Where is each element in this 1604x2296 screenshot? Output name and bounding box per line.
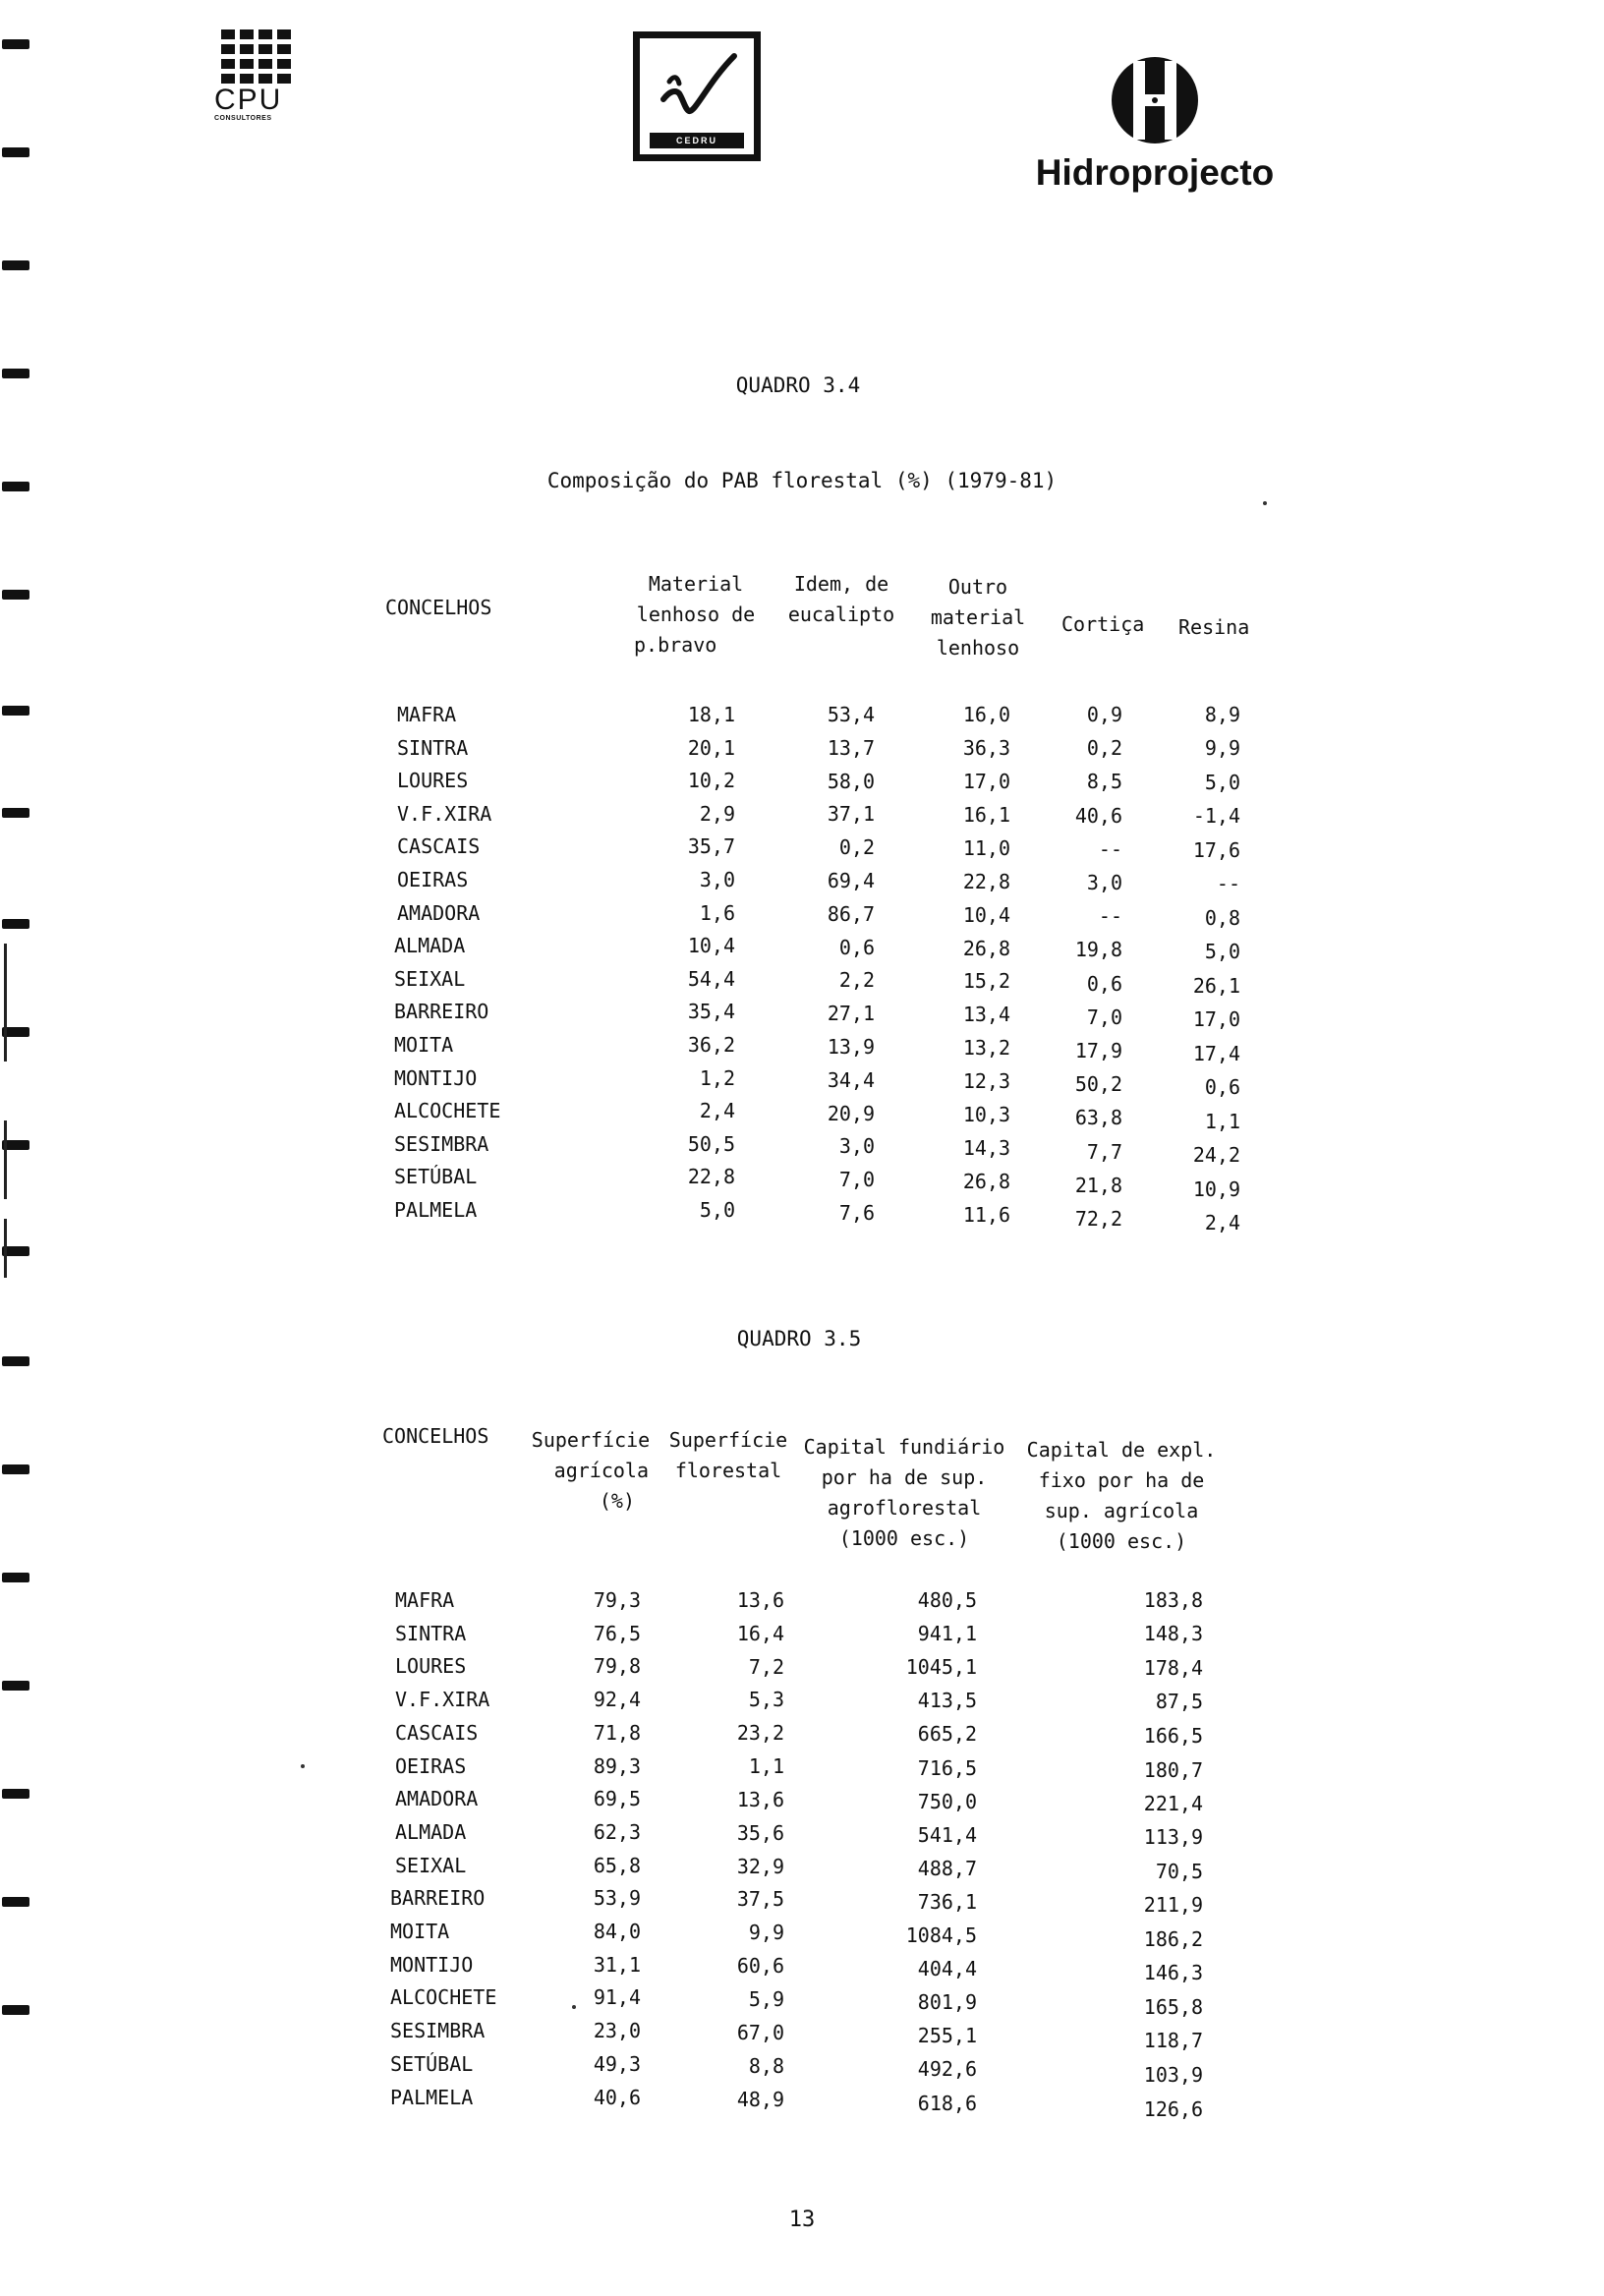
table-cell: 10,4 — [962, 902, 1010, 927]
table-cell: 22,8 — [687, 1165, 735, 1189]
table-cell: 35,7 — [687, 834, 735, 859]
header-line: Outro — [947, 575, 1008, 599]
header-line: sup. agrícola — [1044, 1499, 1199, 1522]
cedru-logo — [633, 31, 761, 161]
table-cell: 31,1 — [593, 1952, 641, 1977]
table-cell: 166,5 — [1143, 1723, 1203, 1748]
table1-header-resina: Resina — [1178, 615, 1250, 639]
table-cell: 0,6 — [838, 935, 875, 959]
table-cell: 0,6 — [1204, 1075, 1240, 1100]
row-label: MAFRA — [395, 1588, 455, 1612]
table-row — [0, 733, 1604, 763]
table-cell: 492,6 — [917, 2057, 977, 2082]
table-cell: 665,2 — [917, 1722, 977, 1747]
table-cell: 13,7 — [827, 735, 875, 760]
table-cell: 10,9 — [1192, 1177, 1240, 1201]
table-cell: 53,4 — [827, 703, 875, 726]
table-cell: 8,8 — [748, 2053, 784, 2078]
table-cell: 37,1 — [827, 802, 875, 827]
table-cell: 11,6 — [962, 1203, 1010, 1227]
table-cell: 113,9 — [1143, 1825, 1203, 1850]
table-cell: 221,4 — [1143, 1791, 1203, 1815]
cedru-logo-label: CEDRU — [650, 133, 744, 148]
row-label: MAFRA — [397, 703, 457, 726]
table-row — [0, 898, 1604, 928]
table-cell: 0,8 — [1204, 905, 1240, 930]
table-row — [0, 1651, 1604, 1681]
row-label: SETÚBAL — [394, 1165, 478, 1189]
table-cell: 211,9 — [1143, 1893, 1203, 1918]
row-label: PALMELA — [390, 2085, 474, 2109]
table1-header-pbravo — [607, 569, 784, 660]
table-cell: 2,4 — [699, 1099, 735, 1123]
header-line: lenhoso — [936, 636, 1020, 660]
header-line: material — [930, 605, 1026, 629]
table-cell: -- — [1216, 872, 1240, 896]
table-cell: 183,8 — [1143, 1588, 1203, 1612]
table-row — [0, 1917, 1604, 1951]
table2-header-concelhos: CONCELHOS — [382, 1424, 489, 1448]
row-label: LOURES — [395, 1654, 467, 1679]
table-cell: 9,9 — [748, 1921, 784, 1945]
table-cell: 3,0 — [1086, 871, 1122, 894]
header-line: agrícola — [553, 1459, 649, 1482]
row-label: BARREIRO — [394, 1000, 489, 1024]
table-cell: 23,2 — [736, 1721, 784, 1746]
row-label: LOURES — [397, 769, 469, 793]
table-cell: 7,7 — [1086, 1139, 1122, 1164]
speck — [301, 1764, 305, 1768]
table-row — [0, 1751, 1604, 1781]
table-cell: 541,4 — [917, 1822, 977, 1847]
table-cell: 89,3 — [593, 1753, 641, 1778]
binder-mark — [2, 1356, 29, 1366]
table-cell: 0,2 — [1086, 736, 1122, 761]
row-label: BARREIRO — [390, 1886, 486, 1911]
table2-header-sup-agricola — [527, 1425, 655, 1517]
table1-header-concelhos: CONCELHOS — [385, 596, 492, 619]
row-label: MOITA — [390, 1920, 450, 1943]
row-label: ALCOCHETE — [394, 1099, 501, 1123]
table-cell: 10,4 — [687, 934, 735, 958]
table-cell: 17,4 — [1192, 1041, 1240, 1065]
table-cell: 20,1 — [687, 735, 735, 760]
table-cell: 118,7 — [1143, 2029, 1203, 2053]
table-cell: 180,7 — [1143, 1757, 1203, 1782]
table-row — [0, 1883, 1604, 1918]
table-row — [0, 799, 1604, 829]
table-cell: 941,1 — [917, 1622, 977, 1646]
table2-title: QUADRO 3.5 — [736, 1327, 862, 1350]
table-cell: 72,2 — [1074, 1207, 1122, 1231]
binder-mark — [2, 147, 29, 157]
table-cell: 21,8 — [1074, 1173, 1122, 1197]
row-label: CASCAIS — [395, 1720, 479, 1745]
table-cell: 186,2 — [1143, 1927, 1203, 1951]
speck — [572, 2005, 576, 2009]
table-cell: 13,9 — [827, 1035, 875, 1059]
table-cell: 1084,5 — [905, 1923, 977, 1947]
table-cell: 24,2 — [1192, 1143, 1240, 1168]
header-line: (1000 esc.) — [838, 1526, 970, 1550]
table-cell: 40,6 — [593, 2085, 641, 2109]
table-cell: 103,9 — [1143, 2062, 1203, 2087]
row-label: ALMADA — [394, 934, 466, 958]
table-cell: 1,1 — [748, 1754, 784, 1779]
table2-header-capital-fundiario — [801, 1432, 1007, 1554]
table-row — [0, 865, 1604, 894]
table-row — [0, 2049, 1604, 2087]
speck — [1263, 501, 1267, 505]
header-line: por ha de sup. — [821, 1465, 988, 1489]
table-cell: 1,2 — [699, 1065, 735, 1090]
header-line: (1000 esc.) — [1056, 1529, 1187, 1553]
table-cell: 15,2 — [962, 969, 1010, 994]
table-row — [0, 1129, 1604, 1168]
table-cell: 5,0 — [699, 1198, 735, 1222]
table-cell: -- — [1098, 904, 1122, 929]
table-cell: 20,9 — [827, 1101, 875, 1125]
table-cell: 17,0 — [1192, 1007, 1240, 1032]
table-cell: 49,3 — [593, 2051, 641, 2076]
table1-header-outro — [914, 572, 1042, 663]
table-cell: 0,2 — [838, 835, 875, 860]
hidroprojecto-logo — [1022, 51, 1288, 193]
table-cell: 0,6 — [1086, 971, 1122, 996]
row-label: OEIRAS — [397, 868, 469, 891]
table-cell: 40,6 — [1074, 803, 1122, 828]
table1-subtitle: Composição do PAB florestal (%) (1979-81) — [546, 469, 1058, 492]
table-cell: 26,8 — [962, 936, 1010, 960]
table-cell: 165,8 — [1143, 1994, 1203, 2019]
table-cell: 84,0 — [593, 1920, 641, 1943]
binder-mark — [4, 1219, 7, 1278]
table-cell: 79,3 — [593, 1588, 641, 1612]
table-cell: 11,0 — [962, 835, 1010, 860]
table-cell: 5,3 — [748, 1688, 784, 1712]
table-cell: 5,0 — [1204, 940, 1240, 964]
table-cell: 8,9 — [1204, 703, 1240, 726]
table-cell: 5,0 — [1204, 770, 1240, 794]
row-label: MONTIJO — [394, 1065, 478, 1090]
table-cell: 12,3 — [962, 1069, 1010, 1094]
table-cell: 86,7 — [827, 901, 875, 926]
header-line: p.bravo — [634, 633, 717, 657]
binder-mark — [2, 260, 29, 270]
table-cell: 36,3 — [962, 735, 1010, 760]
hidroprojecto-emblem-icon — [1106, 51, 1204, 149]
cpu-logo-text: CPU — [214, 84, 283, 116]
table-cell: 53,9 — [593, 1886, 641, 1911]
table-cell: 13,6 — [736, 1588, 784, 1612]
table-cell: 178,4 — [1143, 1655, 1203, 1680]
cpu-grid-icon — [221, 29, 303, 84]
row-label: MOITA — [394, 1033, 454, 1057]
table-cell: 126,6 — [1143, 2096, 1203, 2121]
table-cell: 69,5 — [593, 1787, 641, 1811]
table-row — [0, 1950, 1604, 1985]
table-cell: 404,4 — [917, 1957, 977, 1981]
table-cell: 71,8 — [593, 1720, 641, 1745]
table-cell: 2,4 — [1204, 1211, 1240, 1234]
table-row — [0, 1718, 1604, 1748]
table-cell: 736,1 — [917, 1889, 977, 1914]
table-row — [0, 1982, 1604, 2019]
table-cell: 54,4 — [687, 966, 735, 991]
table-cell: 1045,1 — [905, 1655, 977, 1680]
table-cell: -- — [1098, 836, 1122, 861]
table-cell: 92,4 — [593, 1688, 641, 1712]
table-cell: 7,6 — [838, 1201, 875, 1225]
row-label: SESIMBRA — [390, 2019, 486, 2043]
table-cell: 7,0 — [1086, 1004, 1122, 1029]
table-cell: 7,0 — [838, 1168, 875, 1192]
table-cell: 26,1 — [1192, 973, 1240, 998]
table-row — [0, 1096, 1604, 1133]
table-cell: 1,6 — [699, 900, 735, 925]
table-cell: 17,6 — [1192, 837, 1240, 862]
table-cell: 13,6 — [736, 1787, 784, 1811]
header-line: Idem, de — [793, 572, 889, 596]
table-cell: 87,5 — [1155, 1690, 1203, 1714]
row-label: SEIXAL — [395, 1853, 467, 1877]
table-cell: 618,6 — [917, 2091, 977, 2115]
table-row — [0, 832, 1604, 861]
table-row — [0, 1063, 1604, 1100]
table1-title: QUADRO 3.4 — [735, 373, 861, 397]
header-line: Material — [648, 572, 744, 596]
table-cell: 65,8 — [593, 1853, 641, 1877]
header-line: eucalipto — [787, 603, 895, 626]
table-cell: 32,9 — [736, 1854, 784, 1878]
table-cell: 488,7 — [917, 1856, 977, 1880]
table-cell: 0,9 — [1086, 703, 1122, 726]
row-label: AMADORA — [395, 1787, 479, 1811]
table-row — [0, 1851, 1604, 1883]
header-line: agroflorestal — [827, 1496, 982, 1520]
table-cell: 35,6 — [736, 1820, 784, 1845]
checkmark-icon — [640, 42, 754, 131]
table-row — [0, 1195, 1604, 1234]
header-line: florestal — [674, 1459, 782, 1482]
table-cell: 17,0 — [962, 769, 1010, 793]
header-line: lenhoso de — [636, 603, 756, 626]
table-cell: 19,8 — [1074, 938, 1122, 962]
table-cell: 5,9 — [748, 1986, 784, 2011]
header-line: (%) — [599, 1489, 635, 1513]
table-cell: 76,5 — [593, 1621, 641, 1645]
table-cell: 50,2 — [1074, 1072, 1122, 1097]
row-label: SEIXAL — [394, 966, 466, 991]
row-label: ALMADA — [395, 1819, 467, 1844]
table-cell: 13,4 — [962, 1003, 1010, 1027]
table-cell: 8,5 — [1086, 770, 1122, 794]
table-cell: 63,8 — [1074, 1106, 1122, 1130]
table-row — [0, 964, 1604, 998]
table-cell: 413,5 — [917, 1689, 977, 1713]
table-row — [0, 1030, 1604, 1065]
binder-mark — [2, 590, 29, 600]
table-cell: 91,4 — [593, 1985, 641, 2010]
hidroprojecto-logo-text: Hidroprojecto — [1035, 152, 1275, 193]
table-row — [0, 2083, 1604, 2121]
table-cell: 23,0 — [593, 2019, 641, 2043]
table-row — [0, 931, 1604, 964]
table-cell: 69,4 — [827, 869, 875, 892]
row-label: V.F.XIRA — [395, 1688, 490, 1712]
table-row — [0, 1619, 1604, 1648]
table-cell: 48,9 — [736, 2087, 784, 2111]
row-label: V.F.XIRA — [397, 801, 492, 826]
table-cell: 34,4 — [827, 1067, 875, 1092]
table-cell: 26,8 — [962, 1170, 1010, 1194]
table-cell: 16,0 — [962, 703, 1010, 726]
table-cell: 16,4 — [736, 1621, 784, 1645]
header-line: fixo por ha de — [1038, 1468, 1205, 1492]
row-label: SINTRA — [395, 1621, 467, 1645]
row-label: ALCOCHETE — [390, 1985, 497, 2010]
binder-mark — [2, 1464, 29, 1474]
table-cell: 79,8 — [593, 1654, 641, 1679]
table-cell: 1,1 — [1204, 1109, 1240, 1133]
cpu-logo-subtext: CONSULTORES — [214, 115, 272, 122]
header-line: Superfície — [531, 1428, 651, 1452]
table-cell: 3,0 — [838, 1134, 875, 1159]
table-row — [0, 2016, 1604, 2053]
table-row — [0, 1162, 1604, 1201]
row-label: CASCAIS — [397, 834, 481, 859]
table-row — [0, 997, 1604, 1032]
table-cell: 50,5 — [687, 1131, 735, 1156]
table-cell: 480,5 — [917, 1588, 977, 1612]
row-label: AMADORA — [397, 900, 481, 925]
table-cell: 35,4 — [687, 1000, 735, 1024]
table-cell: 2,2 — [838, 968, 875, 993]
table-row — [0, 766, 1604, 795]
table-cell: -1,4 — [1192, 804, 1240, 829]
table-cell: 10,3 — [962, 1103, 1010, 1127]
binder-mark — [2, 39, 29, 49]
table-cell: 70,5 — [1155, 1859, 1203, 1883]
table-cell: 17,9 — [1074, 1039, 1122, 1062]
table-cell: 67,0 — [736, 2020, 784, 2044]
table-cell: 801,9 — [917, 1990, 977, 2015]
table-cell: 7,2 — [748, 1654, 784, 1679]
table-cell: 62,3 — [593, 1819, 641, 1844]
table-cell: 60,6 — [736, 1954, 784, 1979]
table-cell: 255,1 — [917, 2024, 977, 2048]
table-cell: 10,2 — [687, 769, 735, 793]
table-cell: 14,3 — [962, 1136, 1010, 1161]
header-line: Superfície — [668, 1428, 788, 1452]
table2-header-sup-florestal — [664, 1425, 792, 1486]
table-cell: 58,0 — [827, 769, 875, 793]
table-row — [0, 1817, 1604, 1850]
table-cell: 750,0 — [917, 1789, 977, 1813]
table-cell: 16,1 — [962, 802, 1010, 827]
row-label: MONTIJO — [390, 1952, 474, 1977]
row-label: PALMELA — [394, 1198, 478, 1222]
table-cell: 148,3 — [1143, 1622, 1203, 1646]
row-label: SINTRA — [397, 735, 469, 760]
header-line: Capital de expl. — [1026, 1438, 1217, 1462]
row-label: SETÚBAL — [390, 2051, 474, 2076]
table-cell: 27,1 — [827, 1002, 875, 1026]
table-row — [0, 1585, 1604, 1615]
table-cell: 13,2 — [962, 1036, 1010, 1061]
header-line: Capital fundiário — [803, 1435, 1005, 1459]
table-cell: 18,1 — [687, 703, 735, 726]
table-row — [0, 1784, 1604, 1813]
page-number: 13 — [788, 2208, 816, 2232]
table2-header-capital-expl — [1018, 1435, 1225, 1557]
table-cell: 37,5 — [736, 1887, 784, 1912]
table-cell: 146,3 — [1143, 1961, 1203, 1985]
table-row — [0, 700, 1604, 729]
table-row — [0, 1685, 1604, 1714]
table1-header-eucalipto — [776, 569, 906, 630]
table-cell: 36,2 — [687, 1033, 735, 1057]
row-label: SESIMBRA — [394, 1131, 489, 1156]
table-cell: 3,0 — [699, 868, 735, 891]
table-cell: 22,8 — [962, 869, 1010, 893]
binder-mark — [2, 1573, 29, 1582]
table1-header-cortica: Cortiça — [1061, 612, 1145, 636]
cpu-logo — [214, 29, 303, 157]
table-cell: 716,5 — [917, 1755, 977, 1780]
row-label: OEIRAS — [395, 1753, 467, 1778]
table-cell: 9,9 — [1204, 736, 1240, 761]
table-cell: 2,9 — [699, 801, 735, 826]
